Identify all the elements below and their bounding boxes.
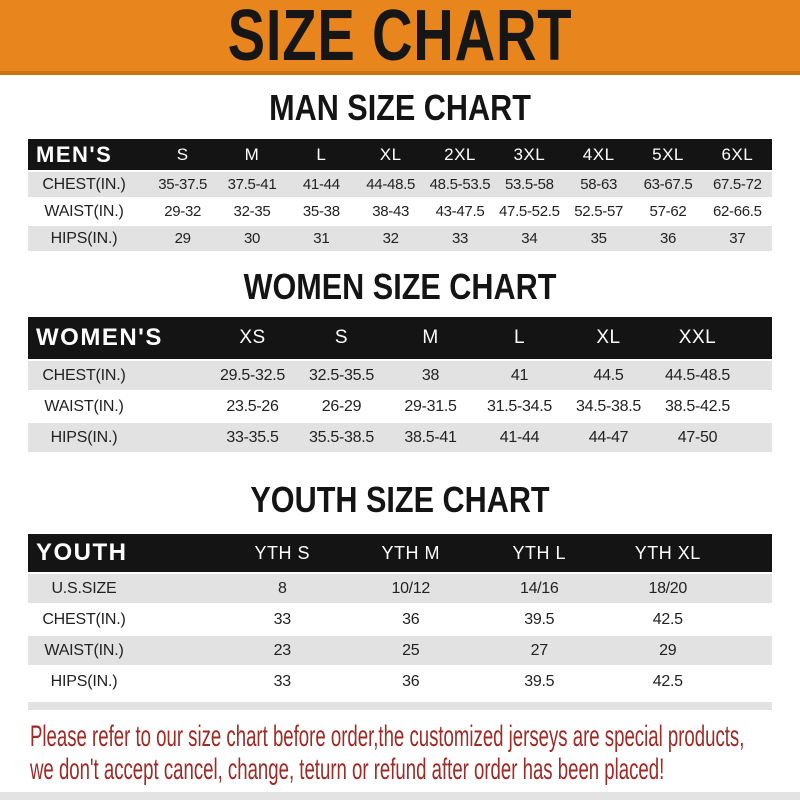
size-value: 27	[530, 641, 548, 659]
size-value: 39.5	[524, 610, 555, 628]
table-row	[28, 423, 772, 454]
size-value: 29	[174, 230, 191, 247]
size-col-header: XL	[379, 144, 402, 164]
table-row	[28, 636, 772, 667]
size-value: 33	[451, 230, 469, 247]
size-value: 43-47.5	[435, 203, 485, 220]
page-bottom-divider	[0, 792, 800, 800]
size-value: 23	[273, 641, 291, 659]
size-value: 41	[510, 366, 529, 384]
size-value: 44.5	[593, 366, 624, 384]
row-label: HIPS(IN.)	[50, 428, 118, 446]
size-value: 29.5-32.5	[220, 366, 285, 384]
size-value: 38.5-42.5	[665, 397, 730, 415]
footer-line-2: we don't accept cancel, change, teturn or refund after order has been placed!	[30, 753, 665, 786]
size-value: 14/16	[519, 579, 559, 597]
row-label: WAIST(IN.)	[44, 397, 124, 415]
size-value: 57-62	[649, 203, 687, 220]
men-size-table	[28, 139, 772, 253]
size-value: 35-38	[302, 203, 340, 220]
size-value: 41-44	[499, 428, 540, 446]
men-section-heading	[0, 87, 800, 128]
banner	[0, 0, 800, 75]
size-col-header: YTH S	[254, 542, 310, 563]
size-value: 38-43	[372, 203, 410, 220]
size-value: 41-44	[302, 176, 340, 193]
youth-heading-text: YOUTH SIZE CHART	[250, 479, 550, 520]
size-col-header: M	[244, 144, 260, 164]
size-value: 33-35.5	[226, 428, 279, 446]
size-col-header: XS	[239, 327, 266, 348]
table-row	[28, 172, 772, 199]
size-col-header: 5XL	[652, 144, 684, 164]
youth-size-table	[28, 534, 772, 698]
row-label: U.S.SIZE	[51, 579, 117, 597]
size-value: 52.5-57	[574, 203, 624, 220]
size-col-header: YTH L	[512, 542, 566, 563]
size-value: 10/12	[391, 579, 431, 597]
row-label: WAIST(IN.)	[44, 641, 124, 659]
size-value: 31	[313, 230, 330, 247]
table-row	[28, 226, 772, 253]
size-col-header: 2XL	[444, 144, 476, 164]
women-section-heading	[0, 266, 800, 307]
size-value: 18/20	[648, 579, 688, 597]
size-value: 31.5-34.5	[487, 397, 552, 415]
size-value: 47-50	[677, 428, 718, 446]
size-col-header: L	[316, 144, 327, 164]
table-row	[28, 199, 772, 226]
size-value: 35	[590, 230, 607, 247]
size-value: 33	[273, 610, 291, 628]
size-value: 35-37.5	[158, 176, 208, 193]
size-value: 37.5-41	[227, 176, 277, 193]
size-col-header: 3XL	[513, 144, 546, 164]
men-table-title: MEN'S	[36, 141, 113, 167]
table-row	[28, 667, 772, 698]
size-value: 37	[729, 230, 746, 247]
size-value: 35.5-38.5	[309, 428, 374, 446]
size-value: 29-32	[164, 203, 202, 220]
table-bottom-divider	[28, 702, 772, 710]
table-row	[28, 392, 772, 423]
row-label: CHEST(IN.)	[42, 175, 126, 193]
size-col-header: L	[513, 327, 526, 348]
size-value: 29-31.5	[404, 397, 457, 415]
footer-note	[30, 720, 800, 786]
size-value: 44-47	[588, 428, 629, 446]
women-table-title: WOMEN'S	[36, 324, 163, 351]
row-label: HIPS(IN.)	[50, 229, 118, 247]
size-value: 42.5	[652, 672, 683, 690]
size-value: 48.5-53.5	[429, 176, 491, 193]
size-value: 44-48.5	[366, 176, 416, 193]
size-value: 36	[402, 610, 420, 628]
table-row	[28, 605, 772, 636]
size-col-header: YTH XL	[634, 542, 701, 563]
size-value: 25	[402, 641, 420, 659]
size-value: 38.5-41	[404, 428, 457, 446]
size-value: 53.5-58	[504, 176, 554, 193]
women-table-header	[28, 317, 772, 361]
size-value: 67.5-72	[712, 176, 762, 193]
size-col-header: S	[334, 327, 349, 348]
size-value: 29	[659, 641, 677, 659]
size-col-header: XXL	[678, 327, 717, 348]
size-value: 32-35	[233, 203, 271, 220]
size-value: 44.5-48.5	[665, 366, 730, 384]
size-value: 26-29	[321, 397, 362, 415]
women-size-table	[28, 317, 772, 454]
size-value: 23.5-26	[226, 397, 279, 415]
size-value: 30	[243, 230, 261, 247]
youth-section-heading	[0, 479, 800, 520]
size-value: 34	[521, 230, 538, 247]
size-value: 34.5-38.5	[576, 397, 641, 415]
size-value: 62-66.5	[712, 203, 762, 220]
youth-table-title: YOUTH	[36, 539, 128, 566]
row-label: HIPS(IN.)	[50, 672, 118, 690]
size-value: 63-67.5	[643, 176, 693, 193]
table-row	[28, 574, 772, 605]
page-title: SIZE CHART	[227, 0, 573, 76]
size-col-header: YTH M	[381, 542, 440, 563]
size-value: 58-63	[580, 176, 618, 193]
women-heading-text: WOMEN SIZE CHART	[243, 266, 557, 307]
row-label: CHEST(IN.)	[42, 366, 126, 384]
youth-table-header	[28, 534, 772, 574]
row-label: CHEST(IN.)	[42, 610, 126, 628]
size-value: 36	[402, 672, 420, 690]
size-value: 32	[382, 230, 399, 247]
men-heading-text: MAN SIZE CHART	[269, 87, 531, 128]
size-value: 42.5	[652, 610, 683, 628]
size-col-header: XL	[596, 327, 621, 348]
size-col-header: M	[422, 327, 439, 348]
size-value: 39.5	[524, 672, 555, 690]
size-value: 32.5-35.5	[309, 366, 374, 384]
size-col-header: 4XL	[582, 144, 615, 164]
size-value: 33	[273, 672, 291, 690]
size-value: 47.5-52.5	[498, 203, 560, 220]
table-row	[28, 361, 772, 392]
size-value: 38	[421, 366, 440, 384]
size-col-header: S	[176, 144, 189, 164]
size-col-header: 6XL	[721, 144, 754, 164]
men-table-header	[28, 139, 772, 172]
size-value: 36	[659, 230, 677, 247]
size-value: 8	[277, 579, 287, 597]
row-label: WAIST(IN.)	[44, 202, 124, 220]
footer-line-1: Please refer to our size chart before order,the customized jerseys are special products,	[30, 720, 745, 753]
